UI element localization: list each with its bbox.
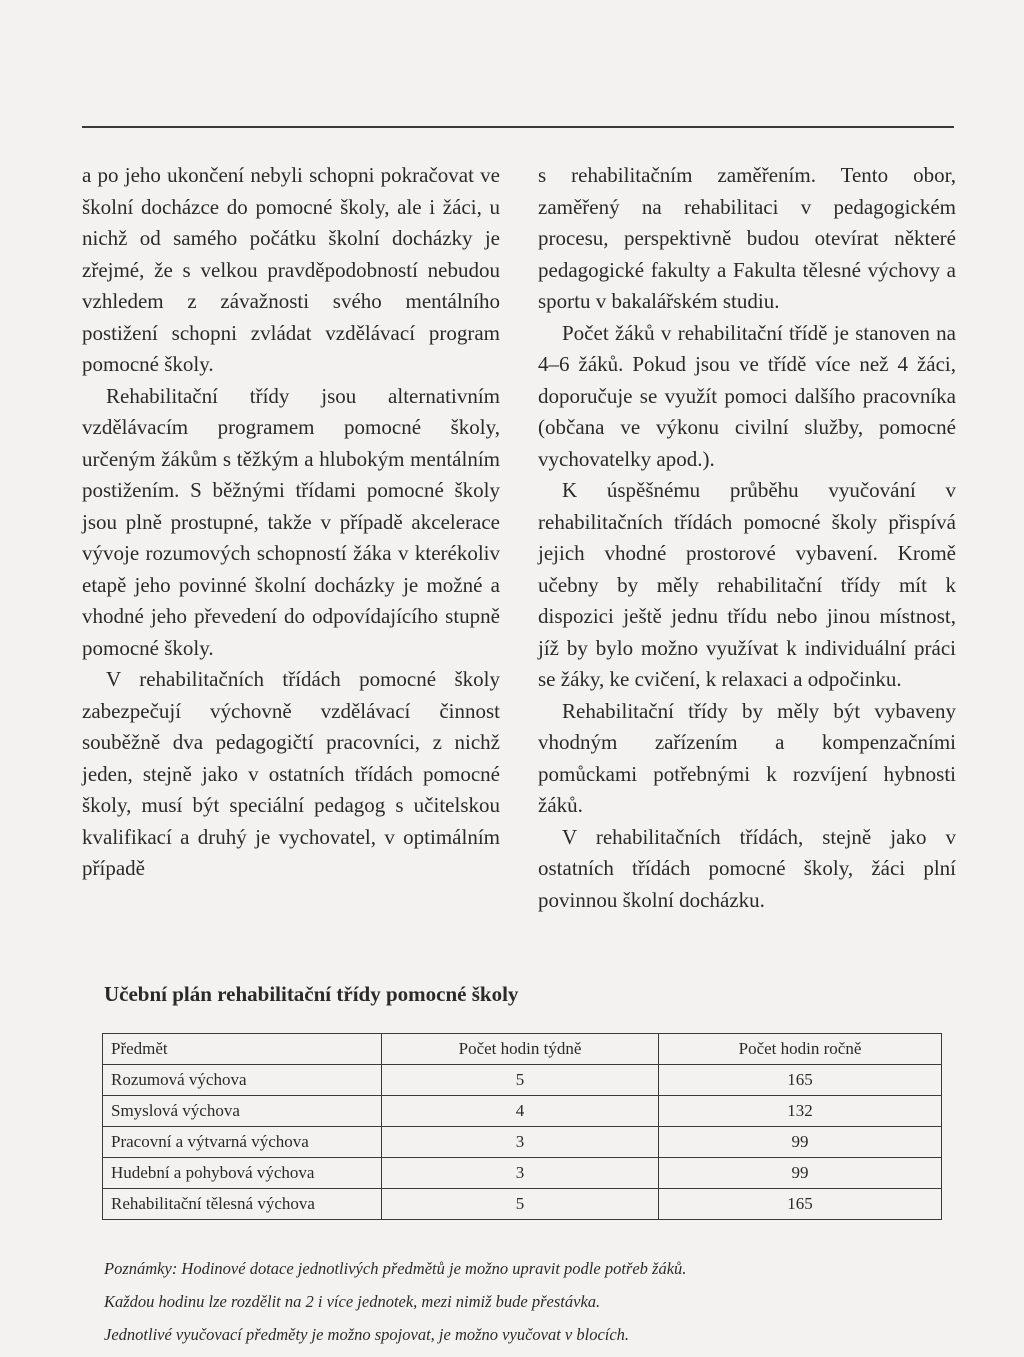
paragraph: Rehabilitační třídy by měly být vybaveny vhodným zařízením a kompenzačními pomůckami potřebnými k rozvíjení hybnosti žáků. [538, 698, 956, 817]
paragraph: Počet žáků v rehabilitační třídě je stanoven na 4–6 žáků. Pokud jsou ve třídě více než 4 žáci, doporučuje se využít pomoci dalšího pracovníka (občana ve výkonu civilní služby, pomocné vychovatelky apod.). [538, 320, 956, 471]
table-row [103, 1096, 942, 1127]
column-header: Počet hodin týdně [382, 1034, 659, 1065]
paragraph: K úspěšnému průběhu vyučování v rehabilitačních třídách pomocné školy přispívá jejich vhodné prostorové vybavení. Kromě učebny by měly rehabilitační třídy mít k dispozici ještě jednu třídu nebo jinou místnost, jíž by bylo možno využívat k individuální práci se žáky, ke cvičení, k relaxaci a odpočinku. [538, 478, 956, 691]
table-row [103, 1065, 942, 1096]
column-header: Předmět [103, 1034, 382, 1065]
left-column [82, 160, 500, 885]
right-column [538, 160, 956, 916]
table-row [103, 1189, 942, 1220]
yearly-hours-cell: 99 [659, 1158, 942, 1189]
note-line: Každou hodinu lze rozdělit na 2 i více jednotek, mezi nimiž bude přestávka. [104, 1292, 601, 1311]
table-header-row [103, 1034, 942, 1065]
paragraph: V rehabilitačních třídách pomocné školy zabezpečují výchovně vzdělávací činnost souběžně dva pedagogičtí pracovníci, z nichž jeden, stejně jako v ostatních třídách pomocné školy, musí být speciální pedagog s učitelskou kvalifikací a druhý je vychovatel, v optimálním případě [82, 667, 500, 880]
weekly-hours-cell: 5 [382, 1065, 659, 1096]
subject-cell: Rozumová výchova [103, 1065, 382, 1096]
subject-cell: Smyslová výchova [103, 1096, 382, 1127]
table-row [103, 1158, 942, 1189]
curriculum-table [102, 1033, 942, 1220]
weekly-hours-cell: 5 [382, 1189, 659, 1220]
table-title: Učební plán rehabilitační třídy pomocné školy [104, 982, 519, 1006]
yearly-hours-cell: 165 [659, 1189, 942, 1220]
subject-cell: Rehabilitační tělesná výchova [103, 1189, 382, 1220]
yearly-hours-cell: 165 [659, 1065, 942, 1096]
weekly-hours-cell: 4 [382, 1096, 659, 1127]
subject-cell: Hudební a pohybová výchova [103, 1158, 382, 1189]
top-rule [82, 126, 954, 128]
weekly-hours-cell: 3 [382, 1127, 659, 1158]
yearly-hours-cell: 99 [659, 1127, 942, 1158]
paragraph: V rehabilitačních třídách, stejně jako v ostatních třídách pomocné školy, žáci plní povinnou školní docházku. [538, 824, 956, 912]
table-row [103, 1127, 942, 1158]
weekly-hours-cell: 3 [382, 1158, 659, 1189]
paragraph: s rehabilitačním zaměřením. Tento obor, zaměřený na rehabilitaci v pedagogickém procesu, perspektivně budou otevírat některé pedagogické fakulty a Fakulta tělesné výchovy a sportu v bakalářském studiu. [538, 163, 956, 313]
yearly-hours-cell: 132 [659, 1096, 942, 1127]
column-header: Počet hodin ročně [659, 1034, 942, 1065]
note-line: Poznámky: Hodinové dotace jednotlivých předmětů je možno upravit podle potřeb žáků. [104, 1259, 687, 1278]
notes [104, 1252, 686, 1351]
subject-cell: Pracovní a výtvarná výchova [103, 1127, 382, 1158]
paragraph: Rehabilitační třídy jsou alternativním vzdělávacím programem pomocné školy, určeným žákům s těžkým a hlubokým mentálním postižením. S běžnými třídami pomocné školy jsou plně prostupné, takže v případě akcelerace vývoje rozumových schopností žáka v kterékoliv etapě jeho povinné školní docházky je možné a vhodné jeho převedení do odpovídajícího stupně pomocné školy. [82, 383, 500, 660]
note-line: Jednotlivé vyučovací předměty je možno spojovat, je možno vyučovat v blocích. [104, 1325, 630, 1344]
paragraph: a po jeho ukončení nebyli schopni pokračovat ve školní docházce do pomocné školy, ale i žáci, u nichž od samého počátku školní docházky je zřejmé, že s velkou pravděpodobností nebudou vzhledem z závažnosti svého mentálního postižení schopni zvládat vzdělávací program pomocné školy. [82, 163, 500, 376]
